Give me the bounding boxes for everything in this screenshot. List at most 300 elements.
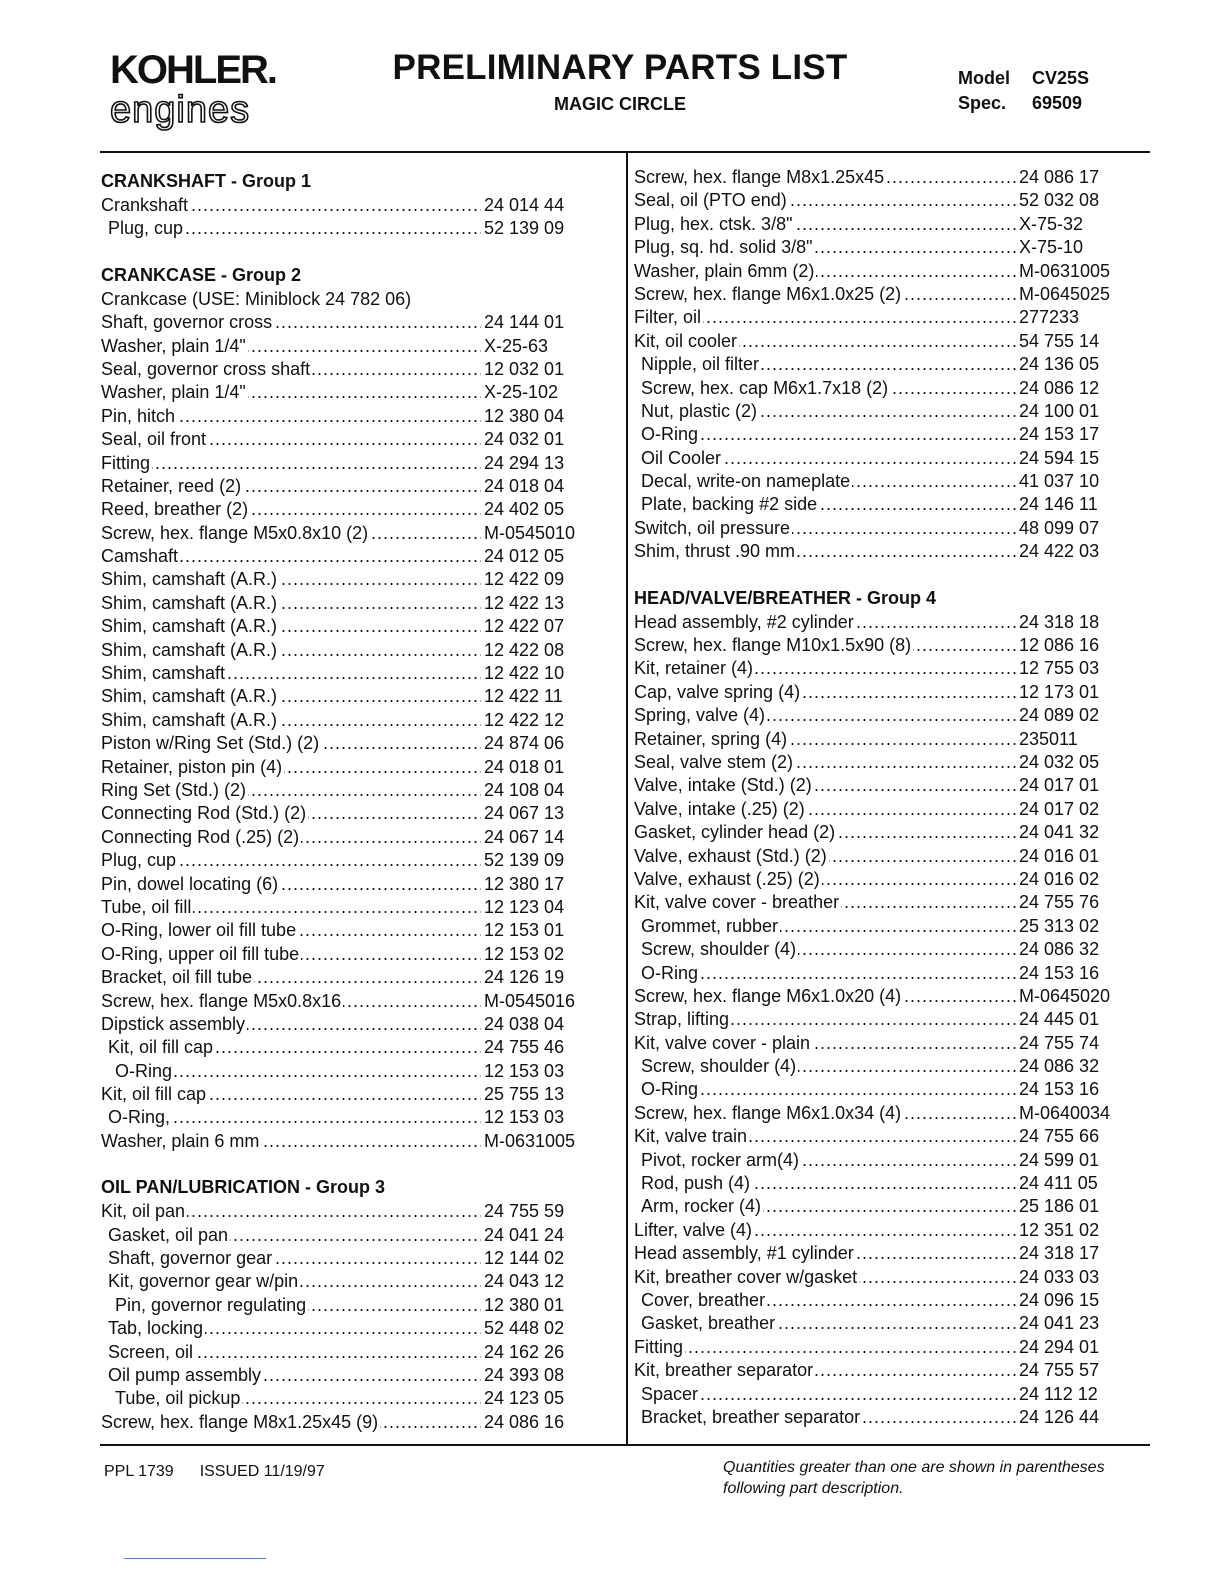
part-number: 12 086 16	[1019, 635, 1100, 656]
footer-ppl: PPL 1739	[104, 1463, 174, 1480]
part-description: Kit, valve train	[634, 1125, 749, 1148]
footer-doc-info	[104, 1463, 351, 1481]
part-number: 24 032 01	[484, 429, 565, 450]
part-description: O-Ring	[634, 423, 700, 446]
part-description: Pin, hitch	[101, 405, 177, 428]
model-spec-block	[958, 66, 1089, 116]
part-description: Shim, camshaft (A.R.)	[101, 568, 279, 591]
part-description: Washer, plain 1/4"	[101, 381, 248, 404]
part-description: Decal, write-on nameplate	[634, 470, 852, 493]
part-note: Crankcase (USE: Miniblock 24 782 06)	[101, 288, 412, 309]
part-row	[634, 821, 1124, 844]
part-description: Shim, camshaft (A.R.)	[101, 615, 279, 638]
part-description: Spacer	[634, 1383, 700, 1406]
part-number: 24 318 18	[1019, 611, 1100, 632]
part-row	[634, 985, 1124, 1008]
part-number: 54 755 14	[1019, 330, 1100, 351]
part-description: Oil Cooler	[634, 447, 723, 470]
part-row	[634, 423, 1124, 446]
part-row	[634, 1055, 1124, 1078]
part-description: Kit, oil fill cap	[101, 1083, 208, 1106]
part-number: 24 393 08	[484, 1364, 565, 1385]
part-number: 24 755 59	[484, 1201, 565, 1222]
kohler-engines-logo	[110, 50, 285, 130]
part-row	[101, 1387, 586, 1410]
part-number: X-25-102	[484, 382, 559, 403]
part-number: 12 153 03	[484, 1107, 565, 1128]
part-description: O-Ring	[634, 1078, 700, 1101]
part-row	[101, 568, 586, 591]
spec-value: 69509	[1032, 93, 1083, 113]
part-row	[634, 1289, 1124, 1312]
part-row	[634, 891, 1124, 914]
part-row	[634, 166, 1124, 189]
part-number: 24 755 46	[484, 1037, 565, 1058]
part-description: Washer, plain 6 mm	[101, 1130, 261, 1153]
part-number: 24 041 24	[484, 1224, 565, 1245]
part-number: 24 016 02	[1019, 868, 1100, 889]
part-description: Screw, hex. flange M5x0.8x10 (2)	[101, 522, 370, 545]
part-description: Gasket, breather	[634, 1312, 777, 1335]
part-description: Seal, oil (PTO end)	[634, 189, 789, 212]
part-row	[101, 1200, 586, 1223]
part-row	[101, 358, 586, 381]
part-row	[101, 381, 586, 404]
part-number: 24 294 01	[1019, 1336, 1100, 1357]
part-description: Grommet, rubber	[634, 915, 780, 938]
part-description: Camshaft	[101, 545, 180, 568]
part-row	[634, 470, 1124, 493]
part-number: 12 422 13	[484, 592, 565, 613]
part-description: Dipstick assembly	[101, 1013, 247, 1036]
part-number: X-75-32	[1019, 213, 1084, 234]
part-row	[634, 377, 1124, 400]
part-number: 24 874 06	[484, 733, 565, 754]
part-description: Retainer, spring (4)	[634, 728, 789, 751]
document-title: PRELIMINARY PARTS LIST	[392, 48, 848, 87]
part-row	[101, 1106, 586, 1129]
left-parts-column	[101, 169, 586, 1434]
part-number: 277233	[1019, 307, 1080, 328]
logo-engines-text: engines	[110, 89, 251, 131]
model-label: Model	[958, 68, 1010, 88]
part-row	[101, 1224, 586, 1247]
part-description: Valve, exhaust (Std.) (2)	[634, 845, 829, 868]
part-row	[101, 966, 586, 989]
part-number: 12 380 04	[484, 405, 565, 426]
part-number: 12 032 01	[484, 358, 565, 379]
part-row	[101, 194, 586, 217]
part-row	[101, 873, 586, 896]
part-description: Gasket, cylinder head (2)	[634, 821, 837, 844]
section-gap	[634, 564, 1124, 586]
part-description: Seal, oil front	[101, 428, 208, 451]
part-number: 24 153 16	[1019, 1079, 1100, 1100]
part-description: Screw, hex. flange M6x1.0x34 (4)	[634, 1102, 903, 1125]
part-row	[634, 751, 1124, 774]
part-row	[101, 311, 586, 334]
part-row	[101, 1364, 586, 1387]
part-row	[634, 1242, 1124, 1265]
part-number: 24 067 14	[484, 826, 565, 847]
part-number: 24 067 13	[484, 803, 565, 824]
part-description: Tab, locking	[101, 1317, 205, 1340]
part-row	[634, 236, 1124, 259]
part-row	[634, 283, 1124, 306]
part-number: 24 032 05	[1019, 751, 1100, 772]
part-row	[634, 540, 1124, 563]
part-description: Shim, camshaft (A.R.)	[101, 685, 279, 708]
part-row	[101, 662, 586, 685]
part-row	[634, 447, 1124, 470]
part-row	[634, 1312, 1124, 1335]
part-description: Retainer, reed (2)	[101, 475, 243, 498]
part-number: 24 411 05	[1019, 1173, 1098, 1194]
part-number: 25 186 01	[1019, 1196, 1100, 1217]
part-number: 24 126 19	[484, 967, 565, 988]
part-description: Screw, hex. flange M6x1.0x25 (2)	[634, 283, 903, 306]
part-row	[101, 522, 586, 545]
part-row	[101, 1083, 586, 1106]
part-description: Shim, camshaft (A.R.)	[101, 639, 279, 662]
part-description: Connecting Rod (.25) (2)	[101, 826, 301, 849]
part-row	[634, 330, 1124, 353]
part-description: Kit, oil cooler	[634, 330, 739, 353]
bottom-decorative-line	[124, 1558, 266, 1559]
part-description: Plug, sq. hd. solid 3/8"	[634, 236, 815, 259]
part-number: 41 037 10	[1019, 471, 1100, 492]
part-row	[634, 634, 1124, 657]
part-description: Plug, cup	[101, 849, 178, 872]
part-description: Pivot, rocker arm(4)	[634, 1149, 801, 1172]
part-number: M-0645020	[1019, 985, 1111, 1006]
part-description: Shim, thrust .90 mm	[634, 540, 797, 563]
part-row	[101, 475, 586, 498]
part-description: Screw, hex. flange M8x1.25x45 (9)	[101, 1411, 380, 1434]
part-number: M-0545010	[484, 522, 576, 543]
part-description: Oil pump assembly	[101, 1364, 263, 1387]
part-number: 24 017 01	[1019, 775, 1100, 796]
part-row	[634, 728, 1124, 751]
part-row	[101, 405, 586, 428]
part-description: Bracket, oil fill tube	[101, 966, 254, 989]
part-description: O-Ring, lower oil fill tube	[101, 919, 298, 942]
part-row	[101, 545, 586, 568]
part-row	[101, 498, 586, 521]
part-row	[101, 1341, 586, 1364]
part-description: Screw, shoulder (4)	[634, 1055, 798, 1078]
part-number: 12 422 11	[484, 686, 563, 707]
part-description: Valve, exhaust (.25) (2)	[634, 868, 822, 891]
part-row	[634, 400, 1124, 423]
dot-leader	[634, 1336, 1016, 1359]
part-number: 24 402 05	[484, 499, 565, 520]
part-description: Valve, intake (Std.) (2)	[634, 774, 814, 797]
group-heading: OIL PAN/LUBRICATION - Group 3	[101, 1177, 385, 1198]
part-description: Pin, governor regulating	[101, 1294, 308, 1317]
part-number: 24 136 05	[1019, 354, 1100, 375]
part-row	[101, 1411, 586, 1434]
part-row	[101, 1036, 586, 1059]
part-description: Gasket, oil pan	[101, 1224, 230, 1247]
part-description: Switch, oil pressure	[634, 517, 792, 540]
part-row	[101, 709, 586, 732]
top-rule	[100, 151, 1150, 153]
part-description: Pin, dowel locating (6)	[101, 873, 280, 896]
part-description: Washer, plain 1/4"	[101, 335, 248, 358]
part-row	[634, 962, 1124, 985]
part-row	[634, 213, 1124, 236]
part-description: Ring Set (Std.) (2)	[101, 779, 248, 802]
part-row	[101, 849, 586, 872]
part-number: 24 318 17	[1019, 1243, 1100, 1264]
part-number: X-25-63	[484, 335, 549, 356]
part-row	[101, 335, 586, 358]
part-description: Lifter, valve (4)	[634, 1219, 754, 1242]
part-number: 24 755 57	[1019, 1360, 1100, 1381]
part-description: Kit, oil pan	[101, 1200, 187, 1223]
part-row	[634, 1172, 1124, 1195]
part-description: Kit, oil fill cap	[101, 1036, 215, 1059]
part-description: Nipple, oil filter	[634, 353, 761, 376]
part-description: O-Ring,	[101, 1106, 172, 1129]
part-number: 12 173 01	[1019, 681, 1100, 702]
part-number: M-0631005	[484, 1130, 576, 1151]
part-number: 24 594 15	[1019, 447, 1100, 468]
part-number: 12 153 02	[484, 943, 565, 964]
part-row	[634, 774, 1124, 797]
part-row	[634, 938, 1124, 961]
part-description: Screw, hex. flange M10x1.5x90 (8)	[634, 634, 913, 657]
part-number: 24 018 01	[484, 756, 565, 777]
part-number: 24 038 04	[484, 1013, 565, 1034]
part-row	[634, 493, 1124, 516]
part-number: 24 599 01	[1019, 1149, 1100, 1170]
section-gap	[101, 1153, 586, 1175]
part-number: 24 126 44	[1019, 1406, 1100, 1427]
part-number: 52 139 09	[484, 218, 565, 239]
part-description: Plate, backing #2 side	[634, 493, 819, 516]
part-description: Head assembly, #1 cylinder	[634, 1242, 856, 1265]
part-number: 24 146 11	[1019, 494, 1098, 515]
part-number: 24 144 01	[484, 312, 565, 333]
part-row	[634, 1336, 1124, 1359]
part-description: Seal, valve stem (2)	[634, 751, 795, 774]
part-description: Washer, plain 6mm (2)	[634, 260, 816, 283]
part-number: 12 153 03	[484, 1060, 565, 1081]
part-number: M-0545016	[484, 990, 576, 1011]
section-gap	[101, 241, 586, 263]
part-number: 24 018 04	[484, 475, 565, 496]
part-description: Rod, push (4)	[634, 1172, 752, 1195]
part-number: 24 043 12	[484, 1271, 565, 1292]
part-row	[634, 1125, 1124, 1148]
part-description: Retainer, piston pin (4)	[101, 756, 284, 779]
part-row	[101, 896, 586, 919]
part-row	[634, 1219, 1124, 1242]
part-number: 24 422 03	[1019, 541, 1100, 562]
part-description: Piston w/Ring Set (Std.) (2)	[101, 732, 321, 755]
part-row	[101, 919, 586, 942]
part-number: 24 294 13	[484, 452, 565, 473]
part-row	[101, 685, 586, 708]
part-row	[634, 1032, 1124, 1055]
part-row	[634, 189, 1124, 212]
part-description: Seal, governor cross shaft	[101, 358, 312, 381]
part-row	[634, 517, 1124, 540]
part-number: 24 086 17	[1019, 167, 1100, 187]
part-row	[101, 1130, 586, 1153]
part-row	[634, 1406, 1124, 1429]
part-row	[634, 1359, 1124, 1382]
part-row	[101, 802, 586, 825]
part-number: 24 755 74	[1019, 1032, 1100, 1053]
part-description: Reed, breather (2)	[101, 498, 250, 521]
part-row	[634, 353, 1124, 376]
part-number: 235011	[1019, 728, 1078, 749]
part-row	[634, 611, 1124, 634]
part-description: Screw, hex. flange M8x1.25x45	[634, 166, 886, 189]
part-description: Cover, breather	[634, 1289, 767, 1312]
part-description: Screen, oil	[101, 1341, 195, 1364]
part-description: Fitting	[634, 1336, 685, 1359]
part-description: Kit, valve cover - plain	[634, 1032, 812, 1055]
part-row	[634, 1008, 1124, 1031]
part-row	[101, 217, 586, 240]
part-row	[101, 1013, 586, 1036]
part-number: 24 033 03	[1019, 1266, 1100, 1287]
part-number: 12 422 08	[484, 639, 565, 660]
part-description: Strap, lifting	[634, 1008, 731, 1031]
part-number: 24 123 05	[484, 1388, 565, 1409]
part-row	[101, 1060, 586, 1083]
part-number: 12 380 17	[484, 873, 565, 894]
part-number: 12 755 03	[1019, 658, 1100, 679]
part-number: 24 086 16	[484, 1411, 565, 1432]
part-row	[634, 798, 1124, 821]
part-number: M-0645025	[1019, 283, 1111, 304]
part-description: Shim, camshaft	[101, 662, 227, 685]
footer-quantity-note: Quantities greater than one are shown in parentheses following part description.	[723, 1459, 1105, 1497]
part-number: 24 096 15	[1019, 1289, 1100, 1310]
part-number: 12 422 07	[484, 616, 565, 637]
part-number: M-0631005	[1019, 260, 1111, 281]
part-description: Cap, valve spring (4)	[634, 681, 802, 704]
part-description: Shaft, governor cross	[101, 311, 274, 334]
part-description: Screw, hex. flange M6x1.0x20 (4)	[634, 985, 903, 1008]
part-number: 52 448 02	[484, 1318, 565, 1339]
part-description: Shaft, governor gear	[101, 1247, 274, 1270]
part-number: 24 153 17	[1019, 424, 1100, 445]
part-number: 12 123 04	[484, 896, 565, 917]
part-description: Fitting	[101, 452, 152, 475]
part-number: 24 089 02	[1019, 705, 1100, 726]
part-description: Arm, rocker (4)	[634, 1195, 763, 1218]
part-row	[634, 306, 1124, 329]
spec-line	[958, 91, 1089, 116]
footer-issued: ISSUED 11/19/97	[199, 1463, 325, 1480]
part-number: 52 032 08	[1019, 190, 1100, 211]
part-description: Plug, hex. ctsk. 3/8"	[634, 213, 794, 236]
part-description: Kit, governor gear w/pin	[101, 1270, 300, 1293]
part-row	[101, 732, 586, 755]
part-description: Kit, breather cover w/gasket	[634, 1266, 859, 1289]
bottom-rule	[100, 1444, 1150, 1446]
part-row	[634, 681, 1124, 704]
part-row	[634, 1383, 1124, 1406]
part-number: 12 422 10	[484, 663, 565, 684]
part-row	[101, 826, 586, 849]
part-number: 24 041 32	[1019, 822, 1100, 843]
part-number: 24 755 66	[1019, 1126, 1100, 1147]
part-number: 24 755 76	[1019, 892, 1100, 913]
part-description: Tube, oil pickup	[101, 1387, 242, 1410]
part-number: 24 041 23	[1019, 1313, 1100, 1334]
part-row	[101, 592, 586, 615]
part-description: Screw, hex. cap M6x1.7x18 (2)	[634, 377, 890, 400]
part-row	[634, 1078, 1124, 1101]
part-row	[634, 260, 1124, 283]
part-row	[634, 845, 1124, 868]
part-row	[101, 990, 586, 1013]
part-description: Bracket, breather separator	[634, 1406, 862, 1429]
dot-leader	[101, 452, 481, 475]
part-description: Plug, cup	[101, 217, 185, 240]
part-row	[634, 1195, 1124, 1218]
part-row	[101, 1247, 586, 1270]
part-number: 24 016 01	[1019, 845, 1100, 866]
part-number: 52 139 09	[484, 850, 565, 871]
part-row	[634, 1266, 1124, 1289]
part-description: Head assembly, #2 cylinder	[634, 611, 856, 634]
part-number: 24 153 16	[1019, 962, 1100, 983]
part-row	[101, 756, 586, 779]
part-description: Valve, intake (.25) (2)	[634, 798, 807, 821]
part-description: Kit, breather separator	[634, 1359, 815, 1382]
part-number: 25 313 02	[1019, 915, 1100, 936]
group-heading: HEAD/VALVE/BREATHER - Group 4	[634, 587, 937, 608]
part-row	[634, 704, 1124, 727]
part-description: Spring, valve (4)	[634, 704, 767, 727]
part-number: 24 086 32	[1019, 939, 1100, 960]
spec-label: Spec.	[958, 93, 1007, 113]
part-number: X-75-10	[1019, 237, 1084, 258]
part-description: Shim, camshaft (A.R.)	[101, 709, 279, 732]
part-row	[634, 868, 1124, 891]
part-row	[634, 915, 1124, 938]
part-description: Shim, camshaft (A.R.)	[101, 592, 279, 615]
part-number: 24 162 26	[484, 1341, 565, 1362]
part-row	[101, 452, 586, 475]
part-description: Screw, shoulder (4)	[634, 938, 798, 961]
part-description: Kit, valve cover - breather	[634, 891, 841, 914]
part-row	[101, 639, 586, 662]
part-row	[101, 1294, 586, 1317]
part-number: 24 086 12	[1019, 377, 1100, 398]
part-number: 12 144 02	[484, 1248, 565, 1269]
part-description: Tube, oil fill	[101, 896, 193, 919]
part-description: O-Ring, upper oil fill tube	[101, 943, 301, 966]
right-parts-column	[634, 166, 1124, 1429]
part-row	[101, 615, 586, 638]
group-heading: CRANKSHAFT - Group 1	[101, 171, 311, 191]
part-number: 12 422 09	[484, 569, 565, 590]
part-number: 24 445 01	[1019, 1009, 1100, 1030]
part-description: Screw, hex. flange M5x0.8x16	[101, 990, 343, 1013]
part-number: 24 086 32	[1019, 1056, 1100, 1077]
part-row	[634, 1102, 1124, 1125]
document-subtitle: MAGIC CIRCLE	[554, 94, 686, 114]
